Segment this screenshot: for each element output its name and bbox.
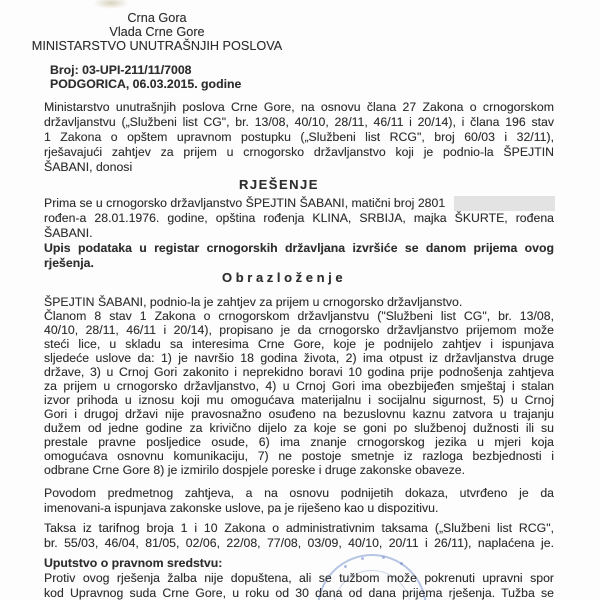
reference-block (50, 63, 241, 91)
tax-note-paragraph (44, 521, 554, 551)
explanation-line: odbrane Crne Gore 8) je izmirilo dospjele poreske i druge zakonske obaveze. (44, 463, 466, 477)
disposition-line: rođen-a 28.01.1976. godine, opština rođenja KLINA, SRBIJA, majka ŠKURTE, rođena (44, 211, 554, 225)
conclusion-paragraph (44, 486, 554, 516)
place-and-date: PODGORICA, 06.03.2015. godine (50, 77, 242, 91)
explanation-line: države, 3) u Crnoj Gori zakonito i neprekidno boravi 10 godina prije podnošenja zahtjeva (44, 365, 554, 379)
explanation-line: dužem od jedne godine za krivično dijelo za koje se goni po službenoj dužnosti ili su (44, 421, 554, 435)
explanation-line: prestale pravne posljedice osude, 6) ima znanje crnogorskog jezika u mjeri koja (44, 435, 554, 449)
registry-note-line: Upis podataka u registar crnogorskih državljana izvršiće se danom prijema ovog (44, 241, 554, 255)
explanation-line: steći lice, u skladu sa interesima Crne Gore, koje je podnijelo zahtjev i ispunjava (44, 337, 554, 351)
reference-number: Broj: 03-UPI-211/11/7008 (50, 63, 192, 77)
letterhead-ministry: MINISTARSTVO UNUTRAŠNJIH POSLOVA (31, 39, 283, 53)
registry-note (44, 241, 554, 271)
legal-remedy-line: kod Upravnog suda Crne Gore, u roku od 30 dana od dana prijema rješenja. Tužba se (44, 586, 554, 600)
coat-of-arms-remnant (93, 0, 129, 9)
intro-line: rješavajući zahtjev za prijem u crnogorsko državljanstvo koji je podnio-la ŠPEJTIN (44, 145, 554, 159)
conclusion-line: imenovani-a ispunjava zakonske uslove, pa je riješeno kao u dispozitivu. (44, 501, 439, 515)
disposition-line: ŠABANI. (44, 226, 93, 240)
intro-paragraph (44, 100, 554, 175)
legal-remedy-line: Protiv ovog rješenja žalba nije dopuštena, ali se tužbom može pokrenuti upravni spor (44, 571, 554, 585)
explanation-paragraph (44, 295, 554, 477)
explanation-line: Članom 8 stav 1 Zakona o crnogorskom državljanstvu ("Službeni list CG", br. 13/08, (44, 309, 554, 323)
explanation-line: ŠPEJTIN ŠABANI, podnio-la je zahtjev za prijem u crnogorsko državljanstvo. (44, 295, 463, 309)
disposition-line: Prima se u crnogorsko državljanstvo ŠPEJTIN ŠABANI, matični broj 2801 (44, 196, 446, 210)
legal-remedy-heading: Uputstvo o pravnom sredstvu: (44, 556, 223, 570)
explanation-line: za prijem u crnogorsko državljanstvo, 4) u Crnoj Gori ima obezbijeđen smještaj i stalan (44, 379, 554, 393)
tax-note-line: Taksa iz tarifnog broja 1 i 10 Zakona o administrativnim taksama („Službeni list RCG", (44, 521, 554, 535)
explanation-heading: O b r a z l o ž e n j e (222, 270, 343, 285)
conclusion-line: Povodom predmetnog zahtjeva, a na osnovu podnijetih dokaza, utvrđeno je da (44, 486, 554, 500)
explanation-line: omogućava osnovnu komunikaciju, 7) ne postoje smetnje iz razloga bezbjednosti i (44, 449, 554, 463)
explanation-line: sljedeće uslove da: 1) je navršio 18 godina života, 2) ima otpust iz državljanstva druge (44, 351, 554, 365)
intro-line: državljanstvu („Službeni list CG", br. 13/08, 40/10, 28/11, 46/11 i 20/14), i člana 196 stav (44, 115, 554, 129)
legal-remedy-section (44, 556, 554, 600)
registry-note-line: rješenja. (44, 256, 94, 270)
letterhead (28, 11, 286, 53)
disposition-paragraph (44, 196, 554, 241)
intro-line: 1 Zakona o opštem upravnom postupku („Službeni list RCG", broj 60/03 i 32/11), (44, 130, 554, 144)
intro-line: Ministarstvo unutrašnjih poslova Crne Gore, na osnovu člana 27 Zakona o crnogorskom (44, 100, 554, 114)
explanation-line: Gori i drugoj državi nije pravosnažno osuđeno na bezuslovnu kaznu zatvora u trajanju (44, 407, 554, 421)
tax-note-line: br. 55/03, 46/04, 81/05, 02/06, 22/08, 77/08, 03/09, 40/10, 20/11 i 26/11), naplaćena je. (44, 536, 554, 550)
letterhead-government: Vlada Crne Gore (109, 25, 205, 39)
intro-line: ŠABANI, donosi (44, 160, 133, 174)
explanation-line: izvor prihoda u iznosu koji mu omogućava materijalnu i socijalnu sigurnost, 5) u Crnoj (44, 393, 554, 407)
decision-heading: RJEŠENJE (239, 177, 319, 192)
explanation-line: 40/10, 28/11, 46/11 i 20/14), propisano je da crnogorsko državljanstvo prijemom može (44, 323, 554, 337)
letterhead-country: Crna Gora (127, 11, 187, 25)
